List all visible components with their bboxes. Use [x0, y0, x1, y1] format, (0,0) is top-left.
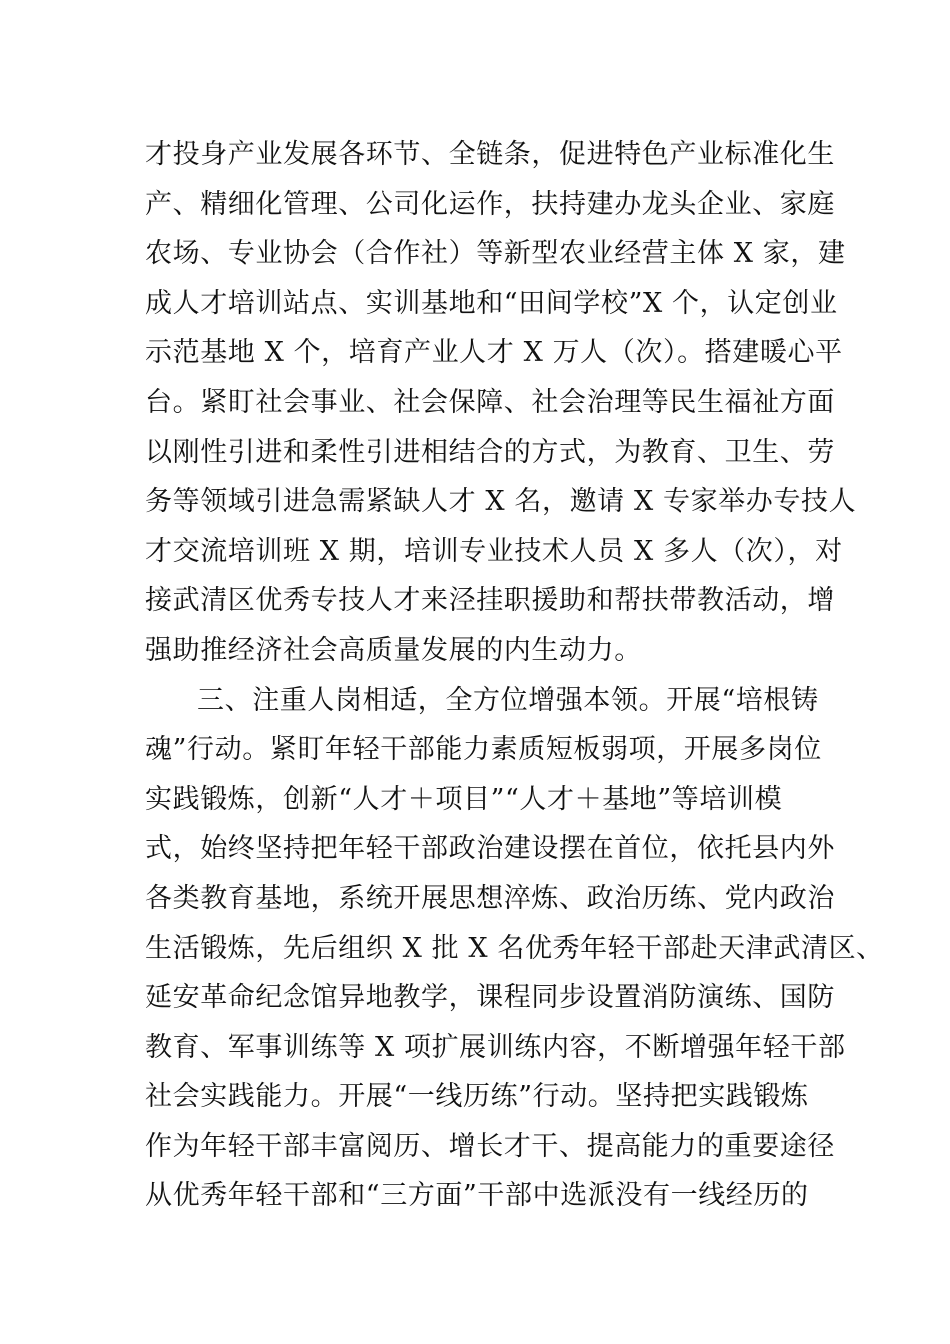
text-line: 务等领域引进急需紧缺人才 X 名，邀请 X 专家举办专技人 — [145, 486, 857, 518]
text-line: 式，始终坚持把年轻干部政治建设摆在首位，依托县内外 — [145, 833, 835, 865]
text-line: 以刚性引进和柔性引进相结合的方式，为教育、卫生、劳 — [145, 436, 835, 468]
text-line: 社会实践能力。开展“一线历练”行动。坚持把实践锻炼 — [145, 1081, 809, 1113]
text-line: 实践锻炼，创新“人才＋项目”“人才＋基地”等培训模 — [145, 783, 783, 815]
text-line: 魂”行动。紧盯年轻干部能力素质短板弱项，开展多岗位 — [145, 734, 822, 766]
text-line: 从优秀年轻干部和“三方面”干部中选派没有一线经历的 — [145, 1180, 809, 1212]
text-line: 才投身产业发展各环节、全链条，促进特色产业标准化生 — [145, 139, 835, 170]
text-line: 农场、专业协会（合作社）等新型农业经营主体 X 家，建 — [145, 238, 846, 270]
text-line: 强助推经济社会高质量发展的内生动力。 — [145, 634, 642, 666]
text-line: 才交流培训班 X 期，培训专业技术人员 X 多人（次），对 — [145, 535, 843, 567]
text-line: 教育、军事训练等 X 项扩展训练内容，不断增强年轻干部 — [145, 1031, 846, 1063]
section-heading-line: 三、注重人岗相适，全方位增强本领。开展“培根铸 — [197, 684, 819, 716]
text-line: 成人才培训站点、实训基地和“田间学校”X 个，认定创业 — [145, 287, 838, 319]
text-line: 产、精细化管理、公司化运作，扶持建办龙头企业、家庭 — [145, 188, 835, 220]
text-line: 台。紧盯社会事业、社会保障、社会治理等民生福祉方面 — [145, 386, 835, 418]
body-text — [145, 130, 884, 1221]
text-line: 作为年轻干部丰富阅历、增长才干、提高能力的重要途径 — [145, 1130, 835, 1162]
text-line: 延安革命纪念馆异地教学，课程同步设置消防演练、国防 — [145, 982, 835, 1014]
text-line: 接武清区优秀专技人才来泾挂职援助和帮扶带教活动，增 — [145, 585, 835, 617]
text-line: 生活锻炼，先后组织 X 批 X 名优秀年轻干部赴天津武清区、 — [145, 932, 884, 964]
text-line: 各类教育基地，系统开展思想淬炼、政治历练、党内政治 — [145, 882, 835, 914]
text-line: 示范基地 X 个，培育产业人才 X 万人（次）。搭建暖心平 — [145, 337, 843, 369]
